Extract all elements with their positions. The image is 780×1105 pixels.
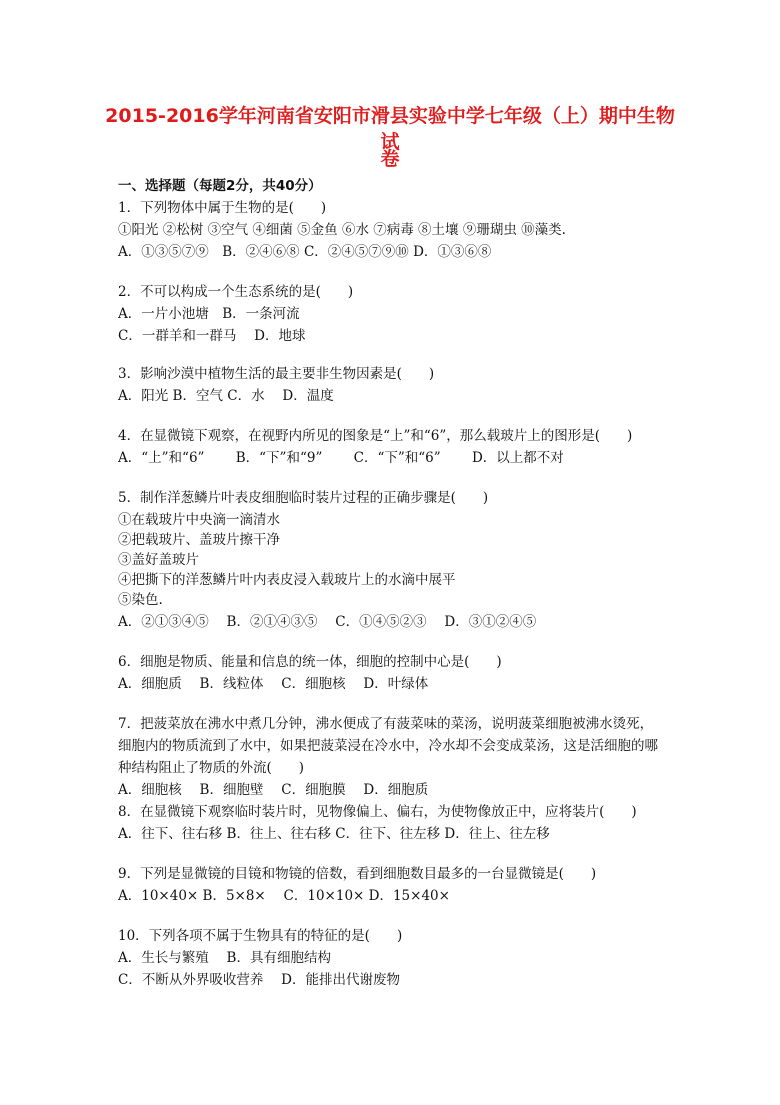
q6-options: A．细胞质 B．线粒体 C．细胞核 D．叶绿体 <box>118 676 429 692</box>
q5-step-5: ⑤染色. <box>118 592 163 608</box>
q2-options-2: C．一群羊和一群马 D．地球 <box>118 328 306 344</box>
q3-options: A．阳光 B．空气 C．水 D．温度 <box>118 388 334 404</box>
q4-options: A．“上”和“6” B．“下”和“9” C．“下”和“6” D．以上都不对 <box>118 450 564 466</box>
q7-stem-1: 7．把菠菜放在沸水中煮几分钟，沸水便成了有菠菜味的菜汤，说明菠菜细胞被沸水烫死， <box>118 716 654 732</box>
q5-step-4: ④把撕下的洋葱鳞片叶内表皮浸入载玻片上的水滴中展平 <box>118 572 456 588</box>
q7-options: A．细胞核 B．细胞壁 C．细胞膜 D．细胞质 <box>118 782 429 798</box>
q3-stem: 3．影响沙漠中植物生活的最主要非生物因素是( ) <box>118 366 435 382</box>
q6-stem: 6．细胞是物质、能量和信息的统一体，细胞的控制中心是( ) <box>118 654 502 670</box>
q10-stem: 10．下列各项不属于生物具有的特征的是( ) <box>118 928 403 944</box>
q7-stem-3: 种结构阻止了物质的外流( ) <box>118 760 305 776</box>
q5-options: A．②①③④⑤ B．②①④③⑤ C．①④⑤②③ D．③①②④⑤ <box>118 614 537 630</box>
q1-items: ①阳光 ②松树 ③空气 ④细菌 ⑤金鱼 ⑥水 ⑦病毒 ⑧土壤 ⑨珊瑚虫 ⑩藻类. <box>118 222 566 238</box>
q8-options: A．往下、往右移 B．往上、往右移 C．往下、往左移 D．往上、往左移 <box>118 826 550 842</box>
q9-options: A．10×40× B．5×8× C．10×10× D．15×40× <box>118 888 450 904</box>
q1-stem: 1．下列物体中属于生物的是( ) <box>118 200 327 216</box>
q9-stem: 9．下列是显微镜的目镜和物镜的倍数，看到细胞数目最多的一台显微镜是( ) <box>118 866 597 882</box>
q10-options-2: C．不断从外界吸收营养 D．能排出代谢废物 <box>118 972 400 988</box>
q2-stem: 2．不可以构成一个生态系统的是( ) <box>118 284 354 300</box>
q8-stem: 8．在显微镜下观察临时装片时，见物像偏上、偏右，为使物像放正中，应将装片( ) <box>118 804 637 820</box>
q10-options-1: A．生长与繁殖 B．具有细胞结构 <box>118 950 331 966</box>
q5-step-1: ①在载玻片中央滴一滴清水 <box>118 512 280 528</box>
q1-options: A．①③⑤⑦⑨ B．②④⑥⑧ C．②④⑤⑦⑨⑩ D．①③⑥⑧ <box>118 244 492 260</box>
exam-title-line2: 卷 <box>380 148 400 170</box>
q5-step-3: ③盖好盖玻片 <box>118 552 199 568</box>
q2-options-1: A．一片小池塘 B．一条河流 <box>118 306 300 322</box>
q5-stem: 5．制作洋葱鳞片叶表皮细胞临时装片过程的正确步骤是( ) <box>118 490 489 506</box>
q4-stem: 4．在显微镜下观察，在视野内所见的图象是“上”和“6”，那么载玻片上的图形是( ) <box>118 428 633 444</box>
q7-stem-2: 细胞内的物质流到了水中，如果把菠菜浸在冷水中，冷水却不会变成菜汤，这是活细胞的哪 <box>118 738 658 754</box>
exam-title-line1: 2015-2016学年河南省安阳市滑县实验中学七年级（上）期中生物试 <box>105 105 675 153</box>
q5-step-2: ②把载玻片、盖玻片擦干净 <box>118 532 280 548</box>
section-header: 一、选择题（每题2分，共40分） <box>118 178 322 194</box>
